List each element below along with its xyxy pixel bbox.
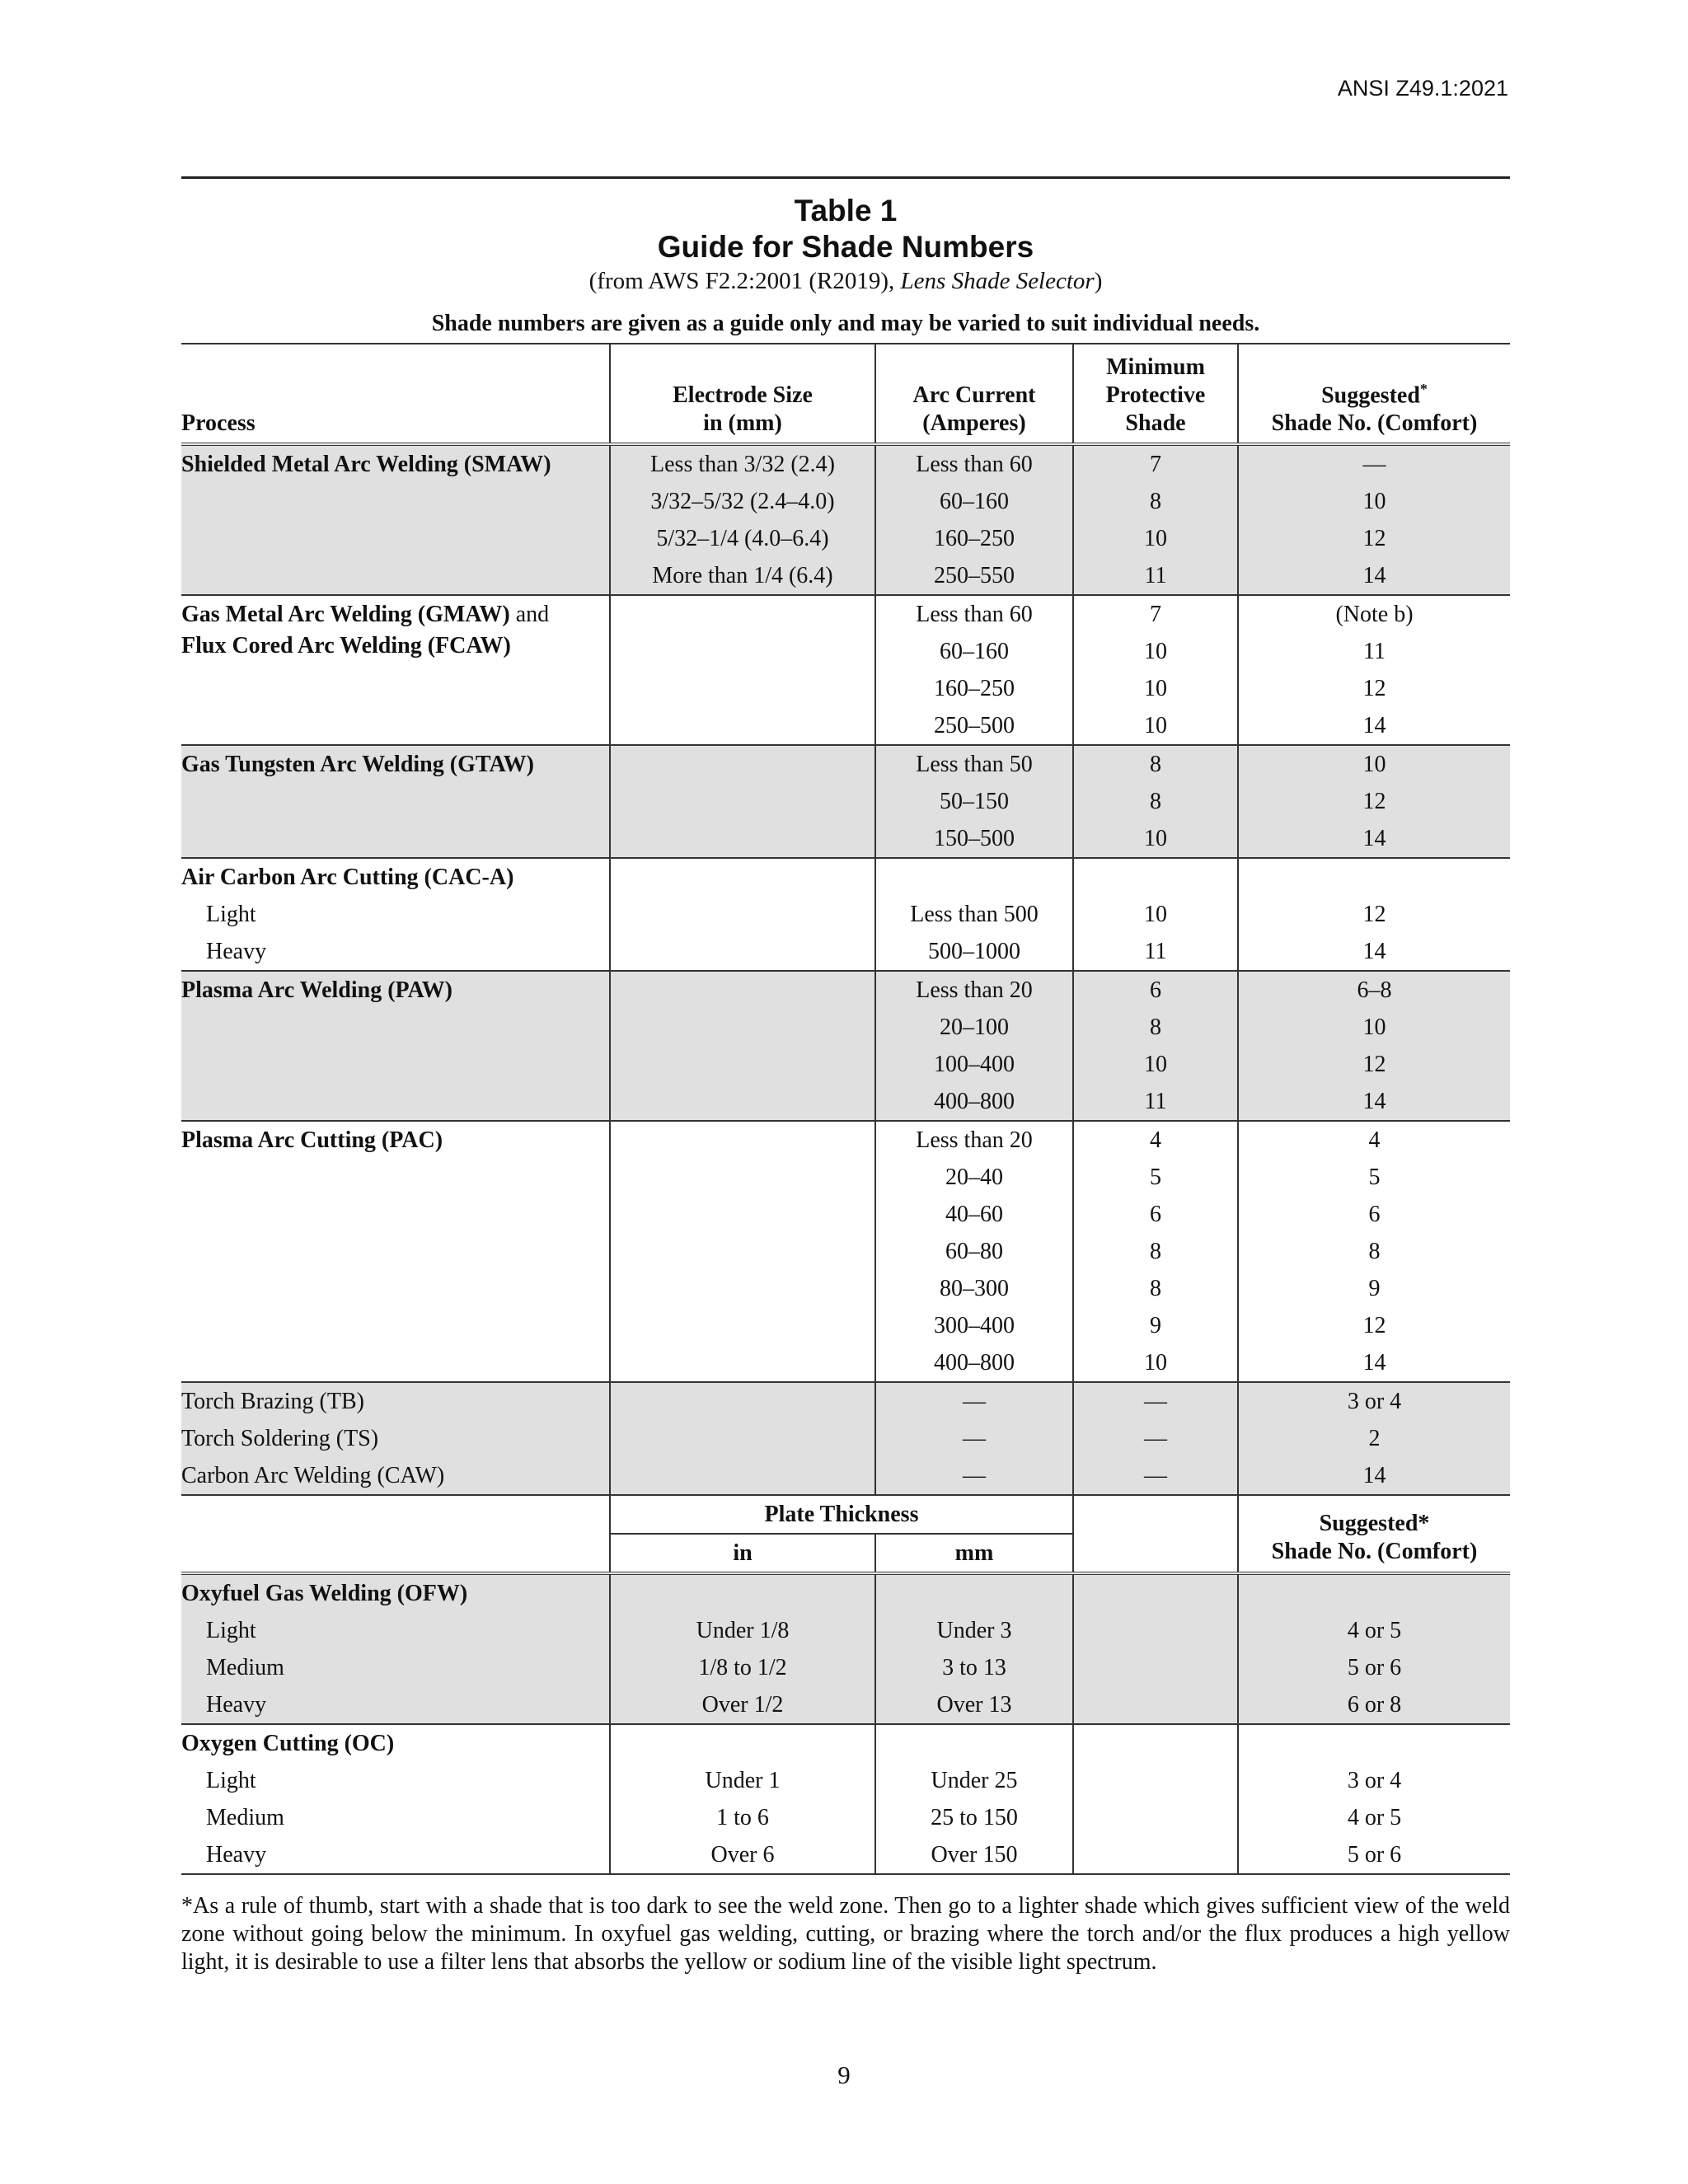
- cell: 5 or 6: [1238, 1649, 1510, 1686]
- cell: Light: [206, 1767, 256, 1793]
- cell: Less than 50: [875, 745, 1073, 783]
- process-paw: Plasma Arc Welding (PAW): [181, 971, 610, 1009]
- table-row: [181, 1762, 1510, 1799]
- col-suggested: [1238, 344, 1510, 444]
- table-row: [181, 1686, 1510, 1724]
- cell: Over 6: [610, 1836, 875, 1874]
- shade-table: [181, 343, 1510, 1875]
- cell: 12: [1238, 670, 1510, 707]
- cell: 3 or 4: [1238, 1762, 1510, 1799]
- table-row: [181, 1233, 1510, 1270]
- cell: 9: [1238, 1270, 1510, 1307]
- cell: —: [1073, 1457, 1238, 1495]
- col-min-l1: Minimum: [1106, 354, 1205, 380]
- cell: [610, 933, 875, 971]
- cell: 1 to 6: [610, 1799, 875, 1836]
- cell: 14: [1238, 1344, 1510, 1382]
- cell: —: [1238, 444, 1510, 483]
- table-row: [181, 820, 1510, 858]
- source-suffix: ): [1094, 268, 1103, 294]
- table-row: [181, 783, 1510, 820]
- cell: 14: [1238, 557, 1510, 595]
- cell: 11: [1073, 933, 1238, 971]
- plate-suggested-header: [1238, 1495, 1510, 1573]
- table-row: [181, 1344, 1510, 1382]
- cell: 250–550: [875, 557, 1073, 595]
- table-row: [181, 1836, 1510, 1874]
- cell: [610, 971, 875, 1009]
- cell: [610, 1046, 875, 1083]
- cell: [610, 1121, 875, 1159]
- table-row: [181, 858, 1510, 896]
- table-row: [181, 1799, 1510, 1836]
- document-code: ANSI Z49.1:2021: [1337, 76, 1508, 101]
- cell: [610, 670, 875, 707]
- source-italic: Lens Shade Selector: [900, 268, 1095, 294]
- col-sugg-l1: Suggested: [1321, 382, 1420, 408]
- cell: 7: [1073, 444, 1238, 483]
- cell: 10: [1073, 820, 1238, 858]
- cell: [610, 707, 875, 745]
- process-caw: Carbon Arc Welding (CAW): [181, 1457, 610, 1495]
- cell: 10: [1073, 520, 1238, 557]
- cell: 5 or 6: [1238, 1836, 1510, 1874]
- cell: Less than 20: [875, 971, 1073, 1009]
- cell: [610, 896, 875, 933]
- table-row: [181, 1457, 1510, 1495]
- cell: [610, 633, 875, 670]
- cell: [610, 1344, 875, 1382]
- cell: 10: [1073, 896, 1238, 933]
- process-pac: Plasma Arc Cutting (PAC): [181, 1127, 443, 1153]
- cell: [610, 1420, 875, 1457]
- cell: [610, 1233, 875, 1270]
- table-row: [181, 520, 1510, 557]
- cell: 8: [1073, 1233, 1238, 1270]
- plate-mm-header: mm: [875, 1534, 1073, 1573]
- table-row: [181, 670, 1510, 707]
- col-min-l3: Shade: [1125, 410, 1186, 436]
- cell: 11: [1073, 1083, 1238, 1121]
- table-row: [181, 1573, 1510, 1612]
- cell: 60–160: [875, 483, 1073, 520]
- cell: 160–250: [875, 670, 1073, 707]
- cell: 12: [1238, 1046, 1510, 1083]
- cell: 5/32–1/4 (4.0–6.4): [610, 520, 875, 557]
- cell: 12: [1238, 1307, 1510, 1344]
- cell: 4: [1238, 1121, 1510, 1159]
- cell: 400–800: [875, 1344, 1073, 1382]
- cell: [610, 1307, 875, 1344]
- table-source: [181, 265, 1510, 297]
- table-row: [181, 1724, 1510, 1762]
- cell: 6–8: [1238, 971, 1510, 1009]
- cell: 150–500: [875, 820, 1073, 858]
- cell: Less than 60: [875, 444, 1073, 483]
- cell: 60–160: [875, 633, 1073, 670]
- cell: 5: [1073, 1159, 1238, 1196]
- cell: 11: [1238, 633, 1510, 670]
- process-gtaw: Gas Tungsten Arc Welding (GTAW): [181, 745, 610, 783]
- cell: Medium: [206, 1804, 284, 1830]
- page-number: 9: [837, 2060, 851, 2089]
- cell: More than 1/4 (6.4): [610, 557, 875, 595]
- table-row: [181, 1649, 1510, 1686]
- cell: 50–150: [875, 783, 1073, 820]
- cell: 20–100: [875, 1009, 1073, 1046]
- table-row: [181, 557, 1510, 595]
- cell: —: [875, 1420, 1073, 1457]
- cell: Heavy: [181, 1686, 610, 1724]
- table-row: [181, 1270, 1510, 1307]
- table-row: [181, 444, 1510, 483]
- col-sugg-star: *: [1419, 380, 1428, 397]
- cell: 10: [1073, 633, 1238, 670]
- table-row: [181, 483, 1510, 520]
- cell: 6 or 8: [1238, 1686, 1510, 1724]
- cell: [610, 783, 875, 820]
- cell: 8: [1073, 783, 1238, 820]
- cell: 1/8 to 1/2: [610, 1649, 875, 1686]
- table-note: Shade numbers are given as a guide only and may be varied to suit individual needs.: [431, 311, 1260, 336]
- process-smaw: Shielded Metal Arc Welding (SMAW): [181, 444, 610, 483]
- cell: [610, 1270, 875, 1307]
- plate-in-header: in: [610, 1534, 875, 1573]
- table-row: [181, 896, 1510, 933]
- col-arc: [875, 344, 1073, 444]
- cell: 20–40: [875, 1159, 1073, 1196]
- cell: Less than 3/32 (2.4): [610, 444, 875, 483]
- cell: 8: [1073, 1009, 1238, 1046]
- table-row: [181, 595, 1510, 633]
- cell: [610, 745, 875, 783]
- process-oc: Oxygen Cutting (OC): [181, 1730, 395, 1756]
- table-row: [181, 1196, 1510, 1233]
- cell: 400–800: [875, 1083, 1073, 1121]
- process-fcaw: Flux Cored Arc Welding (FCAW): [181, 633, 511, 658]
- cell: 250–500: [875, 707, 1073, 745]
- col-electrode: [610, 344, 875, 444]
- cell: 100–400: [875, 1046, 1073, 1083]
- cell: 10: [1238, 745, 1510, 783]
- cell: 2: [1238, 1420, 1510, 1457]
- col-arc-l1: Arc Current: [912, 382, 1036, 408]
- cell: 14: [1238, 933, 1510, 971]
- cell: 8: [1073, 745, 1238, 783]
- table-row: [181, 1083, 1510, 1121]
- cell: 14: [1238, 1083, 1510, 1121]
- cell: 12: [1238, 520, 1510, 557]
- table-row: [181, 1009, 1510, 1046]
- cell: 10: [1238, 483, 1510, 520]
- cell: 10: [1073, 1344, 1238, 1382]
- cell: [610, 1009, 875, 1046]
- cell: 4: [1073, 1121, 1238, 1159]
- table-row: [181, 1612, 1510, 1649]
- header-row: [181, 344, 1510, 444]
- cell: 60–80: [875, 1233, 1073, 1270]
- process-and: and: [509, 601, 550, 627]
- cell: 160–250: [875, 520, 1073, 557]
- cell: 10: [1238, 1009, 1510, 1046]
- cell: [610, 595, 875, 633]
- process-tb: Torch Brazing (TB): [181, 1382, 610, 1420]
- cell: 12: [1238, 783, 1510, 820]
- cell: 9: [1073, 1307, 1238, 1344]
- cell: 6: [1238, 1196, 1510, 1233]
- table-title: Guide for Shade Numbers: [657, 230, 1034, 264]
- source-prefix: (from AWS F2.2:2001 (R2019),: [588, 268, 901, 294]
- cell: Under 1: [610, 1762, 875, 1799]
- plate-sugg-l1: Suggested*: [1319, 1511, 1430, 1536]
- table-row: [181, 1307, 1510, 1344]
- cell: —: [875, 1457, 1073, 1495]
- process-caca: Air Carbon Arc Cutting (CAC-A): [181, 864, 514, 890]
- cell: Over 1/2: [610, 1686, 875, 1724]
- cell: 3 or 4: [1238, 1382, 1510, 1420]
- cell: 80–300: [875, 1270, 1073, 1307]
- cell: [610, 1382, 875, 1420]
- cell: 40–60: [875, 1196, 1073, 1233]
- col-min-l2: Protective: [1105, 382, 1206, 408]
- process-ofw: Oxyfuel Gas Welding (OFW): [181, 1573, 610, 1612]
- cell: Less than 20: [875, 1121, 1073, 1159]
- cell: 500–1000: [875, 933, 1073, 971]
- plate-sugg-l2: Shade No. (Comfort): [1271, 1539, 1478, 1564]
- cell: 4 or 5: [1238, 1612, 1510, 1649]
- col-arc-l2: (Amperes): [922, 410, 1026, 436]
- cell: Under 25: [875, 1762, 1073, 1799]
- cell: [610, 1196, 875, 1233]
- col-min-shade: [1073, 344, 1238, 444]
- cell: 8: [1073, 483, 1238, 520]
- cell: 300–400: [875, 1307, 1073, 1344]
- cell: —: [1073, 1382, 1238, 1420]
- table-row: [181, 971, 1510, 1009]
- col-electrode-l2: in (mm): [703, 410, 782, 436]
- cell: Over 13: [875, 1686, 1073, 1724]
- top-rule: [181, 176, 1510, 179]
- cell: Heavy: [181, 933, 610, 971]
- cell: Less than 500: [875, 896, 1073, 933]
- cell: [610, 1159, 875, 1196]
- cell: Heavy: [181, 1836, 610, 1874]
- cell: 25 to 150: [875, 1799, 1073, 1836]
- table-row: [181, 707, 1510, 745]
- cell: 14: [1238, 820, 1510, 858]
- cell: 11: [1073, 557, 1238, 595]
- cell: 4 or 5: [1238, 1799, 1510, 1836]
- cell: [610, 1457, 875, 1495]
- table-row: [181, 633, 1510, 670]
- cell: 10: [1073, 1046, 1238, 1083]
- cell: 6: [1073, 1196, 1238, 1233]
- process-gmaw: [181, 595, 610, 633]
- cell: Under 3: [875, 1612, 1073, 1649]
- table-row: [181, 1382, 1510, 1420]
- process-gmaw-name: Gas Metal Arc Welding (GMAW): [181, 601, 510, 627]
- table-row: [181, 1046, 1510, 1083]
- table-row: [181, 1121, 1510, 1159]
- col-process: Process: [181, 344, 610, 444]
- table-footnote: *As a rule of thumb, start with a shade that is too dark to see the weld zone. Then go to a lighter shade which gives sufficient view of the weld zone without going below the minimum. In oxyfuel gas welding, cutting, or brazing where the torch and/or the flux produces a high yellow light, it is desirable to use a filter lens that absorbs the yellow or sodium line of the visible light spectrum.: [181, 1893, 1510, 1975]
- cell: 14: [1238, 707, 1510, 745]
- table-label: Table 1: [794, 194, 898, 227]
- cell: Light: [181, 1612, 610, 1649]
- cell: 3 to 13: [875, 1649, 1073, 1686]
- cell: (Note b): [1238, 595, 1510, 633]
- cell: 7: [1073, 595, 1238, 633]
- cell: [610, 1083, 875, 1121]
- cell: Medium: [181, 1649, 610, 1686]
- cell: —: [875, 1382, 1073, 1420]
- main-table-body: [181, 444, 1510, 1874]
- cell: 5: [1238, 1159, 1510, 1196]
- table-row: [181, 745, 1510, 783]
- process-ts: Torch Soldering (TS): [181, 1420, 610, 1457]
- cell: [610, 820, 875, 858]
- cell: Light: [206, 901, 256, 927]
- cell: Less than 60: [875, 595, 1073, 633]
- cell: 6: [1073, 971, 1238, 1009]
- table-row: [181, 1159, 1510, 1196]
- table-row: [181, 1420, 1510, 1457]
- table-row: [181, 933, 1510, 971]
- title-block: [181, 193, 1510, 340]
- cell: 10: [1073, 707, 1238, 745]
- cell: —: [1073, 1420, 1238, 1457]
- cell: 8: [1073, 1270, 1238, 1307]
- cell: Over 150: [875, 1836, 1073, 1874]
- plate-header-row: [181, 1495, 1510, 1534]
- cell: Under 1/8: [610, 1612, 875, 1649]
- cell: 14: [1238, 1457, 1510, 1495]
- col-electrode-l1: Electrode Size: [673, 382, 813, 408]
- plate-thickness-header: Plate Thickness: [610, 1495, 1073, 1534]
- col-sugg-l2: Shade No. (Comfort): [1271, 410, 1478, 436]
- cell: 8: [1238, 1233, 1510, 1270]
- cell: 12: [1238, 896, 1510, 933]
- cell: 3/32–5/32 (2.4–4.0): [610, 483, 875, 520]
- cell: 10: [1073, 670, 1238, 707]
